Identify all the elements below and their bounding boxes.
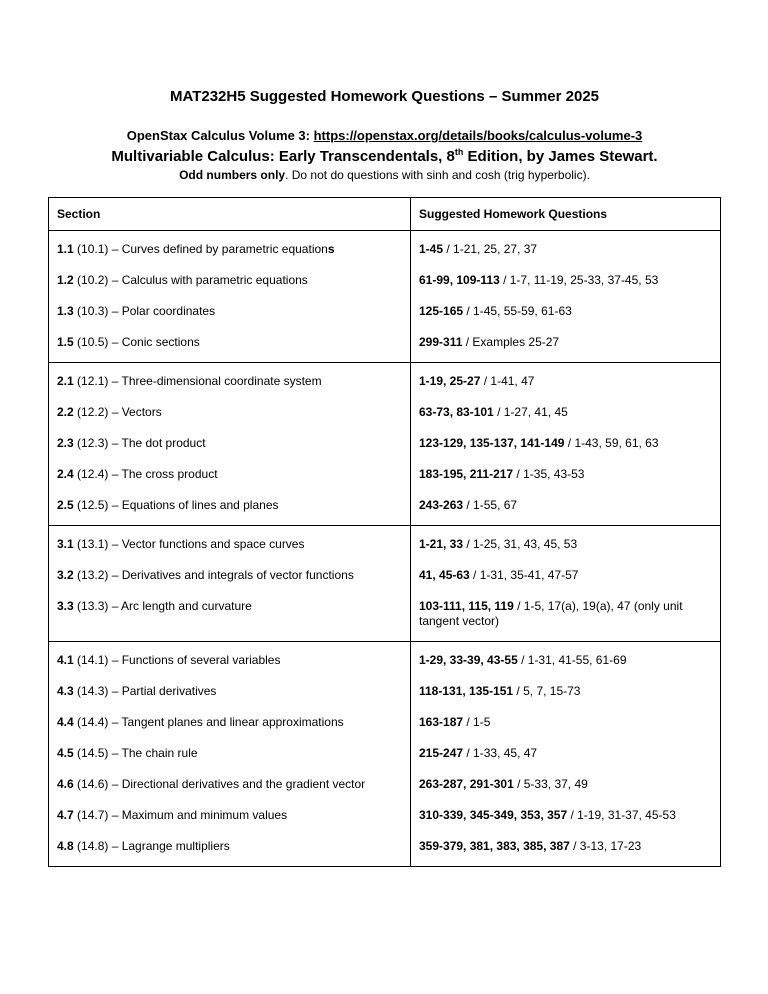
section-text: (14.5) – The chain rule [73, 746, 198, 760]
section-text: (12.4) – The cross product [73, 467, 218, 481]
section-text: (10.5) – Conic sections [73, 335, 200, 349]
section-cell [49, 738, 411, 769]
questions-bold: 103-111, 115, 119 [419, 599, 514, 613]
questions-cell [411, 591, 721, 642]
questions-rest: / 5-33, 37, 49 [513, 777, 588, 791]
section-cell [49, 231, 411, 266]
questions-rest: / 1-19, 31-37, 45-53 [567, 808, 676, 822]
section-text: (12.3) – The dot product [73, 436, 206, 450]
questions-cell [411, 231, 721, 266]
questions-rest: / 1-41, 47 [480, 374, 535, 388]
section-number: 3.1 [57, 537, 74, 551]
questions-rest: / 1-33, 45, 47 [463, 746, 538, 760]
section-number: 2.2 [57, 405, 74, 419]
section-cell [49, 560, 411, 591]
section-number: 2.4 [57, 467, 74, 481]
column-header-questions: Suggested Homework Questions [411, 198, 721, 231]
questions-cell [411, 526, 721, 561]
questions-rest: / 1-45, 55-59, 61-63 [463, 304, 572, 318]
questions-bold: 1-19, 25-27 [419, 374, 481, 388]
section-text: (14.1) – Functions of several variables [73, 653, 281, 667]
section-cell [49, 676, 411, 707]
page-title: MAT232H5 Suggested Homework Questions – Summer 2025 [169, 88, 600, 105]
questions-rest: / 1-31, 41-55, 61-69 [517, 653, 627, 667]
textbook-line [48, 147, 721, 165]
table-row [49, 327, 721, 363]
section-cell [49, 800, 411, 831]
section-number: 2.5 [57, 498, 74, 512]
questions-cell [411, 265, 721, 296]
questions-cell [411, 560, 721, 591]
questions-cell [411, 769, 721, 800]
questions-rest: / 1-27, 41, 45 [493, 405, 568, 419]
questions-rest: / 1-7, 11-19, 25-33, 37-45, 53 [499, 273, 659, 287]
section-number: 1.2 [57, 273, 74, 287]
column-header-section: Section [49, 198, 411, 231]
section-cell [49, 591, 411, 642]
section-text: (13.3) – Arc length and curvature [73, 599, 252, 613]
note-bold: Odd numbers only [179, 168, 286, 182]
section-number: 2.1 [57, 374, 74, 388]
book-label: OpenStax Calculus Volume 3: [126, 128, 314, 143]
section-cell [49, 296, 411, 327]
table-group-1 [49, 231, 721, 363]
table-row [49, 642, 721, 677]
section-number: 1.1 [57, 242, 74, 256]
questions-cell [411, 428, 721, 459]
section-number: 1.3 [57, 304, 74, 318]
table-row [49, 526, 721, 561]
textbook-title-pre: Multivariable Calculus: Early Transcendentals, 8 [111, 148, 455, 165]
section-number: 4.7 [57, 808, 74, 822]
table-row [49, 560, 721, 591]
questions-rest: / 1-5, 17(a), 19(a), 47 (only unit tangent vector) [419, 599, 683, 628]
edition-superscript: th [454, 147, 464, 157]
section-text: (10.3) – Polar coordinates [73, 304, 216, 318]
table-row [49, 831, 721, 867]
openstax-link[interactable]: https://openstax.org/details/books/calculus-volume-3 [313, 128, 643, 143]
table-row [49, 800, 721, 831]
section-text: (13.2) – Derivatives and integrals of vector functions [73, 568, 354, 582]
section-number: 4.6 [57, 777, 74, 791]
table-row [49, 397, 721, 428]
table-row [49, 363, 721, 398]
table-row [49, 707, 721, 738]
section-number: 2.3 [57, 436, 74, 450]
questions-bold: 215-247 [419, 746, 464, 760]
questions-rest: / Examples 25-27 [462, 335, 560, 349]
textbook-title-post: Edition, by James Stewart. [463, 148, 658, 165]
table-row [49, 591, 721, 642]
questions-bold: 183-195, 211-217 [419, 467, 514, 481]
questions-bold: 41, 45-63 [419, 568, 470, 582]
section-cell [49, 642, 411, 677]
questions-bold: 1-45 [419, 242, 444, 256]
questions-rest: / 1-5 [463, 715, 491, 729]
section-text: (12.2) – Vectors [73, 405, 162, 419]
questions-bold: 1-29, 33-39, 43-55 [419, 653, 518, 667]
section-text: (12.1) – Three-dimensional coordinate system [73, 374, 322, 388]
questions-rest: / 1-21, 25, 27, 37 [443, 242, 538, 256]
section-cell [49, 363, 411, 398]
section-number: 4.4 [57, 715, 74, 729]
section-number: 1.5 [57, 335, 74, 349]
section-text: (12.5) – Equations of lines and planes [73, 498, 279, 512]
table-group-2 [49, 363, 721, 526]
section-number: 4.5 [57, 746, 74, 760]
questions-cell [411, 327, 721, 363]
header-row [49, 198, 721, 231]
section-number: 4.3 [57, 684, 74, 698]
questions-rest: / 5, 7, 15-73 [513, 684, 581, 698]
questions-rest: / 1-43, 59, 61, 63 [564, 436, 659, 450]
note-rest: . Do not do questions with sinh and cosh (trig hyperbolic). [285, 168, 590, 182]
section-cell [49, 459, 411, 490]
questions-cell [411, 738, 721, 769]
questions-cell [411, 831, 721, 867]
section-text: (13.1) – Vector functions and space curves [73, 537, 305, 551]
table-row [49, 296, 721, 327]
questions-rest: / 1-35, 43-53 [513, 467, 585, 481]
section-cell [49, 831, 411, 867]
questions-bold: 61-99, 109-113 [419, 273, 500, 287]
questions-cell [411, 676, 721, 707]
table-group-3 [49, 526, 721, 642]
section-number: 3.2 [57, 568, 74, 582]
questions-rest: / 3-13, 17-23 [569, 839, 642, 853]
section-cell [49, 265, 411, 296]
table-row [49, 769, 721, 800]
questions-cell [411, 363, 721, 398]
questions-cell [411, 800, 721, 831]
section-cell [49, 327, 411, 363]
questions-bold: 359-379, 381, 383, 385, 387 [419, 839, 570, 853]
questions-cell [411, 296, 721, 327]
questions-cell [411, 490, 721, 526]
table-row [49, 738, 721, 769]
questions-bold: 243-263 [419, 498, 464, 512]
section-number: 4.1 [57, 653, 74, 667]
questions-bold: 163-187 [419, 715, 464, 729]
homework-table [48, 197, 721, 867]
section-text: (14.6) – Directional derivatives and the gradient vector [73, 777, 366, 791]
section-cell [49, 769, 411, 800]
questions-bold: 299-311 [419, 335, 463, 349]
questions-bold: 123-129, 135-137, 141-149 [419, 436, 565, 450]
questions-cell [411, 707, 721, 738]
section-number: 3.3 [57, 599, 74, 613]
questions-rest: / 1-55, 67 [463, 498, 518, 512]
section-text-bold-suffix: s [327, 242, 335, 256]
section-cell [49, 397, 411, 428]
table-row [49, 265, 721, 296]
table-row [49, 676, 721, 707]
questions-bold: 310-339, 345-349, 353, 357 [419, 808, 568, 822]
instructions-line [48, 168, 721, 182]
table-row [49, 428, 721, 459]
section-cell [49, 526, 411, 561]
questions-bold: 63-73, 83-101 [419, 405, 494, 419]
questions-bold: 1-21, 33 [419, 537, 464, 551]
book-reference-line [48, 128, 721, 143]
section-text: (14.4) – Tangent planes and linear approximations [73, 715, 344, 729]
table-row [49, 231, 721, 266]
questions-bold: 263-287, 291-301 [419, 777, 514, 791]
section-text: (14.3) – Partial derivatives [73, 684, 217, 698]
questions-bold: 118-131, 135-151 [419, 684, 514, 698]
section-number: 4.8 [57, 839, 74, 853]
section-text: (10.1) – Curves defined by parametric equation [73, 242, 328, 256]
questions-rest: / 1-31, 35-41, 47-57 [469, 568, 579, 582]
section-cell [49, 707, 411, 738]
table-row [49, 490, 721, 526]
section-cell [49, 428, 411, 459]
section-cell [49, 490, 411, 526]
questions-rest: / 1-25, 31, 43, 45, 53 [463, 537, 578, 551]
table-row [49, 459, 721, 490]
questions-bold: 125-165 [419, 304, 464, 318]
section-text: (10.2) – Calculus with parametric equations [73, 273, 308, 287]
questions-cell [411, 459, 721, 490]
table-group-4 [49, 642, 721, 867]
section-text: (14.8) – Lagrange multipliers [73, 839, 230, 853]
questions-cell [411, 642, 721, 677]
section-text: (14.7) – Maximum and minimum values [73, 808, 288, 822]
questions-cell [411, 397, 721, 428]
